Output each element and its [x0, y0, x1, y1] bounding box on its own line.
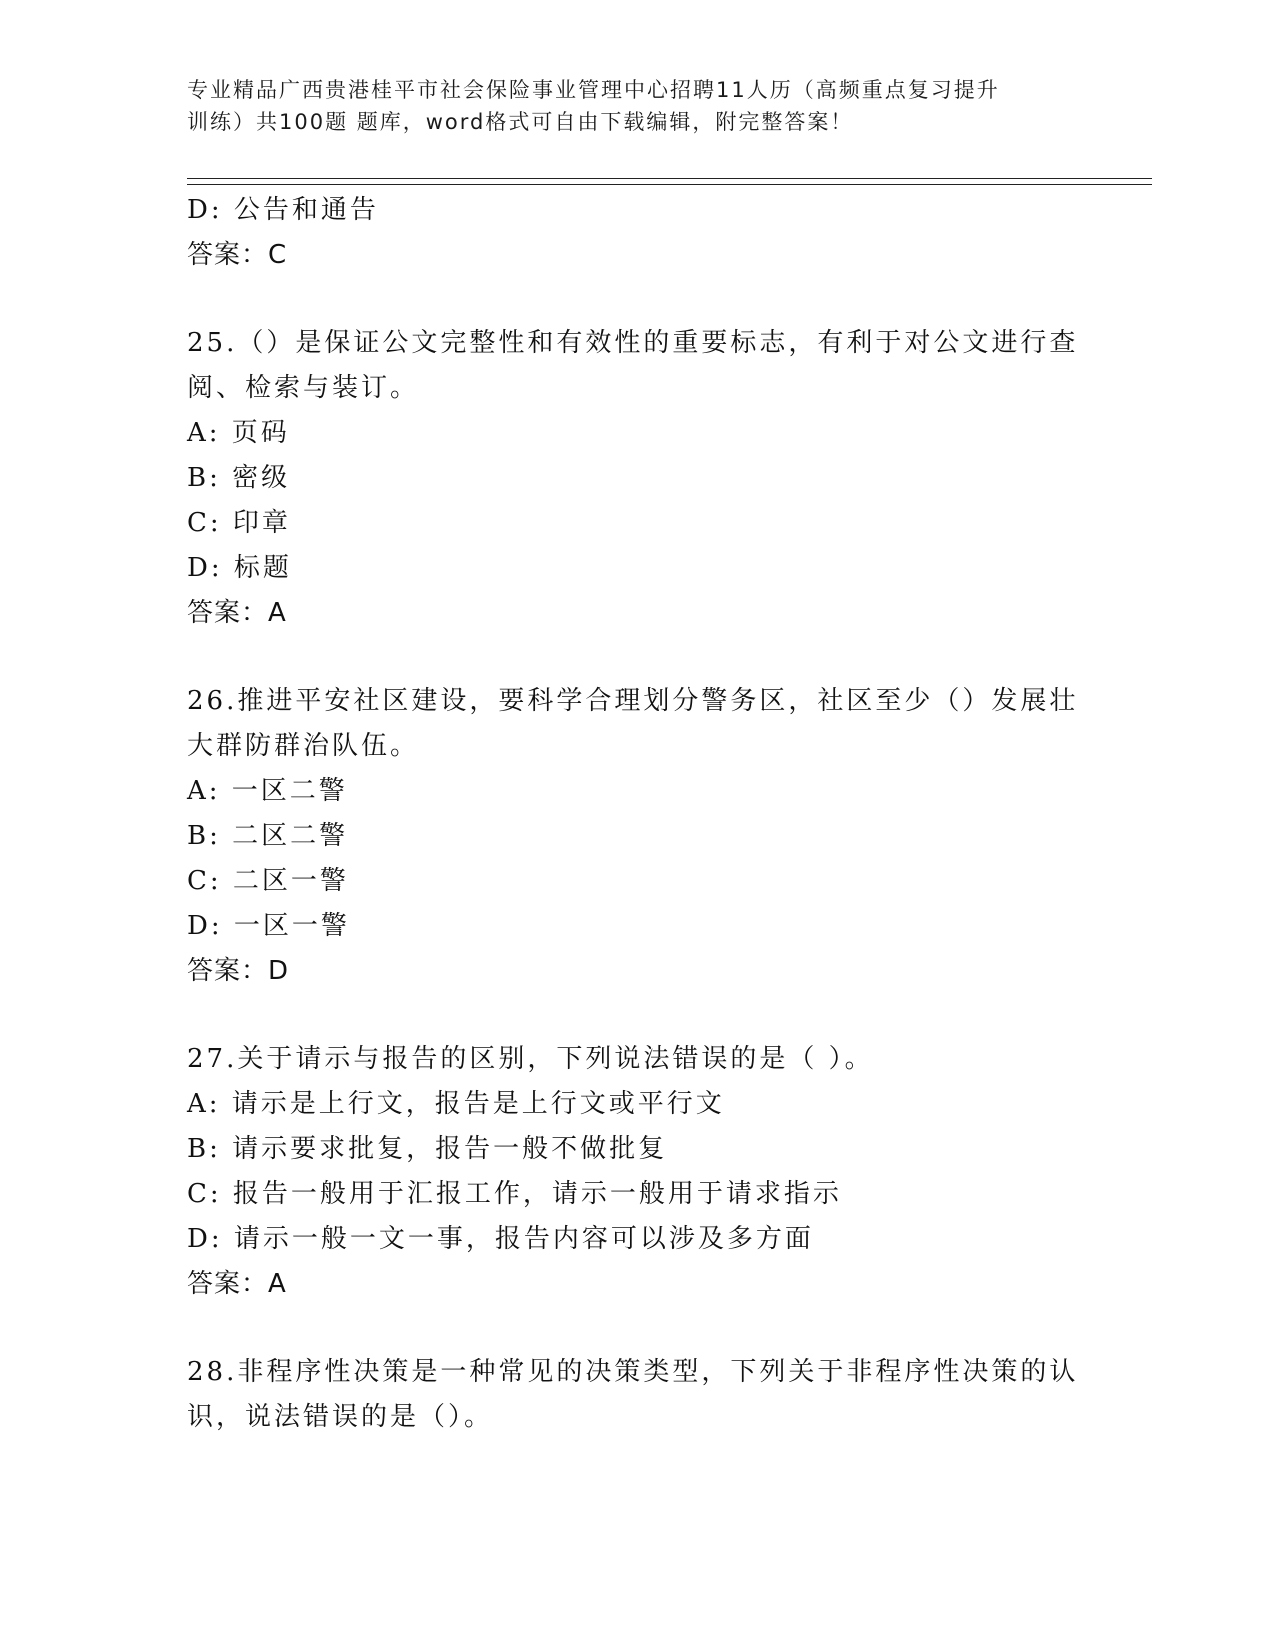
question-28	[187, 1350, 1087, 1440]
question-stem-continued: 识，说法错误的是（）。	[187, 1402, 494, 1432]
header-title-line-1: 专业精品广西贵港桂平市社会保险事业管理中心招聘11人历（高频重点复习提升	[187, 78, 1000, 102]
option-c: C: 报告一般用于汇报工作，请示一般用于请求指示	[187, 1179, 842, 1209]
answer-line: 答案：A	[187, 598, 287, 628]
question-stem-continued: 阅、检索与装订。	[187, 373, 420, 403]
option-a: A: 页码	[187, 418, 290, 448]
option-a: A: 请示是上行文，报告是上行文或平行文	[187, 1089, 725, 1119]
question-26	[187, 679, 1087, 994]
question-stem: 25.（）是保证公文完整性和有效性的重要标志，有利于对公文进行查	[187, 328, 1079, 358]
answer-line: 答案：A	[187, 1269, 287, 1299]
question-stem: 28.非程序性决策是一种常见的决策类型，下列关于非程序性决策的认	[187, 1357, 1079, 1387]
option-d: D: 一区一警	[187, 911, 350, 941]
question-27	[187, 1037, 1087, 1307]
previous-question-tail	[187, 188, 1087, 278]
question-stem: 26.推进平安社区建设，要科学合理划分警务区，社区至少（）发展壮	[187, 686, 1079, 716]
option-b: B: 二区二警	[187, 821, 349, 851]
header-divider-bottom	[187, 184, 1152, 185]
option-c: C: 印章	[187, 508, 291, 538]
answer-line: 答案：D	[187, 956, 290, 986]
option-d: D: 公告和通告	[187, 195, 379, 225]
header-title-line-2: 训练）共100题 题库，word格式可自由下载编辑，附完整答案！	[187, 110, 854, 134]
document-body	[187, 188, 1087, 1440]
question-stem: 27.关于请示与报告的区别，下列说法错误的是（ ）。	[187, 1044, 874, 1074]
document-header	[187, 74, 1067, 138]
option-c: C: 二区一警	[187, 866, 349, 896]
option-b: B: 请示要求批复，报告一般不做批复	[187, 1134, 668, 1164]
option-b: B: 密级	[187, 463, 291, 493]
question-25	[187, 321, 1087, 636]
option-a: A: 一区二警	[187, 776, 348, 806]
answer-line: 答案：C	[187, 240, 288, 270]
option-d: D: 标题	[187, 553, 292, 583]
question-stem-continued: 大群防群治队伍。	[187, 731, 420, 761]
option-d: D: 请示一般一文一事，报告内容可以涉及多方面	[187, 1224, 814, 1254]
header-divider-top	[187, 178, 1152, 179]
